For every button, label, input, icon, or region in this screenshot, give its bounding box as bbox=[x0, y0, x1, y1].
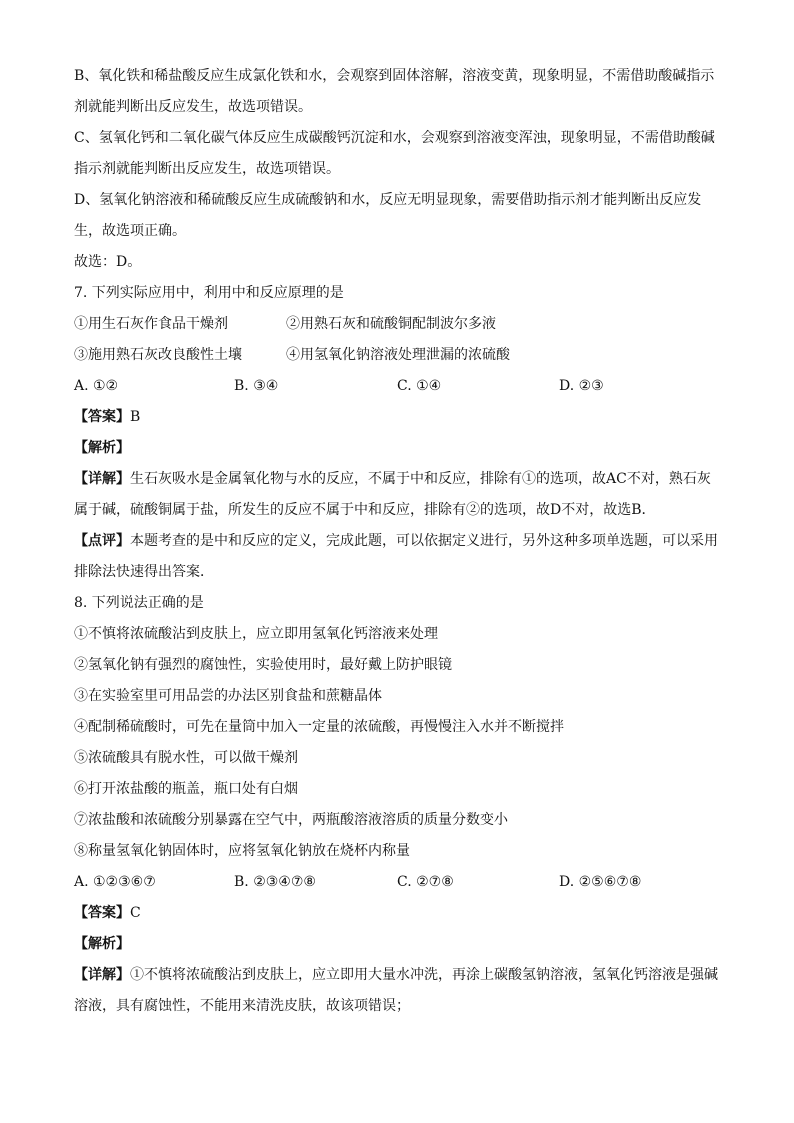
q8-statement: ⑦浓盐酸和浓硫酸分别暴露在空气中，两瓶酸溶液溶质的质量分数变小 bbox=[74, 812, 508, 828]
q8-statement: ⑧称量氢氧化钠固体时，应将氢氧化钠放在烧杯内称量 bbox=[74, 843, 410, 859]
text-line: 生，故选项正确。 bbox=[74, 223, 186, 239]
q7-option-a: A. ①② bbox=[74, 378, 119, 394]
q8-option-a: A. ①②③⑥⑦ bbox=[74, 874, 156, 890]
q7-comment-cont: 排除法快速得出答案． bbox=[74, 564, 214, 580]
q7-items-row bbox=[74, 312, 724, 343]
answer-value: B bbox=[130, 409, 141, 425]
question-8-stem: 8. 下列说法正确的是 bbox=[74, 595, 204, 611]
answer-value: C bbox=[130, 905, 141, 921]
q8-statement: ⑤浓硫酸具有脱水性，可以做干燥剂 bbox=[74, 750, 298, 766]
text-line: 剂就能判断出反应发生，故选项错误。 bbox=[74, 99, 312, 115]
q7-item: ④用氢氧化钠溶液处理泄漏的浓硫酸 bbox=[286, 347, 510, 363]
text-line: 故选：D。 bbox=[74, 254, 142, 270]
detail-text: ①不慎将浓硫酸沾到皮肤上，应立即用大量水冲洗，再涂上碳酸氢钠溶液，氢氧化钙溶液是强碱 bbox=[130, 967, 718, 983]
q7-detail-cont: 属于碱，硫酸铜属于盐，所发生的反应不属于中和反应，排除有②的选项，故D不对，故选B． bbox=[74, 502, 656, 518]
text-line: D、氢氧化钠溶液和稀硫酸反应生成硫酸钠和水，反应无明显现象，需要借助指示剂才能判断出反应发 bbox=[74, 192, 702, 208]
answer-tag: 【答案】 bbox=[74, 905, 130, 921]
comment-text: 本题考查的是中和反应的定义，完成此题，可以依据定义进行，另外这种多项单选题，可以采用 bbox=[130, 533, 718, 549]
q8-statement: ②氢氧化钠有强烈的腐蚀性，实验使用时，最好戴上防护眼镜 bbox=[74, 657, 452, 673]
q7-item: ①用生石灰作食品干燥剂 bbox=[74, 316, 228, 332]
comment-tag: 【点评】 bbox=[74, 533, 130, 549]
question-7-stem: 7. 下列实际应用中，利用中和反应原理的是 bbox=[74, 285, 344, 301]
q8-statement: ①不慎将浓硫酸沾到皮肤上，应立即用氢氧化钙溶液来处理 bbox=[74, 626, 438, 642]
text-line: 指示剂就能判断出反应发生，故选项错误。 bbox=[74, 161, 340, 177]
q7-option-c: C. ①④ bbox=[397, 378, 442, 394]
q8-statement: ④配制稀硫酸时，可先在量筒中加入一定量的浓硫酸，再慢慢注入水并不断搅拌 bbox=[74, 719, 564, 735]
text-line: B、氧化铁和稀盐酸反应生成氯化铁和水，会观察到固体溶解，溶液变黄，现象明显，不需借助酸碱指示 bbox=[74, 68, 715, 84]
q8-option-b: B. ②③④⑦⑧ bbox=[234, 874, 316, 890]
text-line: C、氢氧化钙和二氧化碳气体反应生成碳酸钙沉淀和水，会观察到溶液变浑浊，现象明显，不需借助酸碱 bbox=[74, 130, 715, 146]
q7-items-row bbox=[74, 343, 724, 374]
analysis-tag: 【解析】 bbox=[74, 936, 130, 952]
q8-answer bbox=[74, 901, 724, 932]
q7-answer bbox=[74, 405, 724, 436]
q7-detail bbox=[74, 467, 724, 498]
answer-tag: 【答案】 bbox=[74, 409, 130, 425]
q7-options bbox=[74, 374, 724, 405]
q8-analysis bbox=[74, 932, 724, 963]
q8-option-c: C. ②⑦⑧ bbox=[397, 874, 454, 890]
detail-tag: 【详解】 bbox=[74, 967, 130, 983]
document-content bbox=[74, 64, 724, 1025]
q8-detail bbox=[74, 963, 724, 994]
q7-option-b: B. ③④ bbox=[234, 378, 279, 394]
detail-tag: 【详解】 bbox=[74, 471, 130, 487]
q8-detail-cont: 溶液，具有腐蚀性，不能用来清洗皮肤，故该项错误； bbox=[74, 998, 410, 1014]
q7-item: ②用熟石灰和硫酸铜配制波尔多液 bbox=[286, 316, 496, 332]
q7-option-d: D. ②③ bbox=[559, 378, 604, 394]
q8-statement: ⑥打开浓盐酸的瓶盖，瓶口处有白烟 bbox=[74, 781, 298, 797]
analysis-tag: 【解析】 bbox=[74, 440, 130, 456]
q7-comment bbox=[74, 529, 724, 560]
q8-statement: ③在实验室里可用品尝的办法区别食盐和蔗糖晶体 bbox=[74, 688, 382, 704]
q7-item: ③施用熟石灰改良酸性土壤 bbox=[74, 347, 242, 363]
q8-options bbox=[74, 870, 724, 901]
q7-analysis bbox=[74, 436, 724, 467]
detail-text: 生石灰吸水是金属氧化物与水的反应，不属于中和反应，排除有①的选项，故AC不对，熟石灰 bbox=[130, 471, 711, 487]
q8-option-d: D. ②⑤⑥⑦⑧ bbox=[559, 874, 642, 890]
